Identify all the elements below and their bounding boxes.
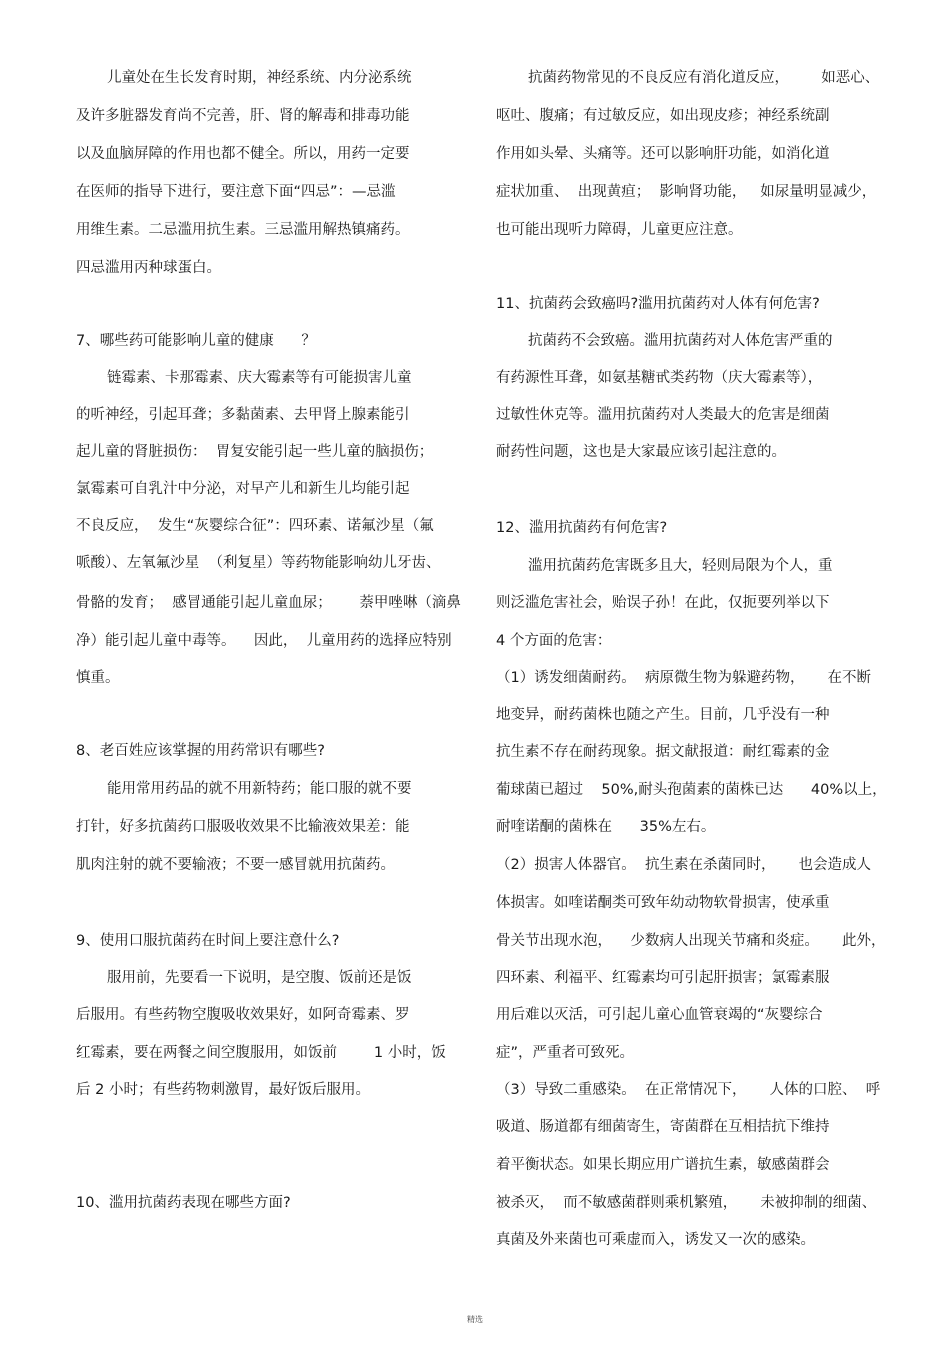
text-line: 及许多脏器发育尚不完善，肝、肾的解毒和排毒功能 bbox=[76, 108, 410, 124]
text-line: 作用如头晕、头痛等。还可以影响肝功能，如消化道 bbox=[496, 146, 830, 162]
text-line: 儿童处在生长发育时期，神经系统、内分泌系统 bbox=[107, 70, 412, 86]
text-line: 葡球菌已超过 50%,耐头孢菌素的菌株已达 40%以上， bbox=[496, 782, 887, 798]
text-line: 地变异，耐药菌株也随之产生。目前，几乎没有一种 bbox=[496, 707, 830, 723]
text-line: 抗菌药物常见的不良反应有消化道反应， 如恶心、 bbox=[528, 70, 880, 86]
text-line: 不良反应， 发生“灰婴综合征”：四环素、诺氟沙星（氟 bbox=[76, 518, 434, 534]
text-line: 后服用。有些药物空腹吸收效果好，如阿奇霉素、罗 bbox=[76, 1007, 410, 1023]
text-line: 肌肉注射的就不要输液；不要一感冒就用抗菌药。 bbox=[76, 857, 395, 873]
text-line: 滥用抗菌药危害既多且大，轻则局限为个人，重 bbox=[528, 558, 833, 574]
text-line: 起儿童的肾脏损伤： 胃复安能引起一些儿童的脑损伤； bbox=[76, 444, 434, 460]
text-line: 以及血脑屏障的作用也都不健全。所以，用药一定要 bbox=[76, 146, 410, 162]
text-line: 骨骼的发育； 感冒通能引起儿童血尿； 萘甲唑啉（滴鼻 bbox=[76, 595, 461, 611]
question-11-title: 11、抗菌药会致癌吗?滥用抗菌药对人体有何危害? bbox=[496, 296, 820, 312]
text-line: 被杀灭， 而不敏感菌群则乘机繁殖， 未被抑制的细菌、 bbox=[496, 1195, 877, 1211]
text-line: 能用常用药品的就不用新特药；能口服的就不要 bbox=[107, 781, 412, 797]
text-line: 则泛滥危害社会，贻误子孙！在此，仅扼要列举以下 bbox=[496, 595, 830, 611]
text-line: 4 个方面的危害： bbox=[496, 633, 612, 649]
text-line: 哌酸）、左氧氟沙星 （利复星）等药物能影响幼儿牙齿、 bbox=[76, 555, 441, 571]
list-item: （1）诱发细菌耐药。 病原微生物为躲避药物， 在不断 bbox=[496, 670, 871, 686]
question-9-title: 9、使用口服抗菌药在时间上要注意什么? bbox=[76, 933, 340, 949]
text-line: 呕吐、腹痛；有过敏反应，如出现皮疹；神经系统副 bbox=[496, 108, 830, 124]
text-line: 的听神经，引起耳聋；多黏菌素、去甲肾上腺素能引 bbox=[76, 407, 410, 423]
text-line: 抗菌药不会致癌。滥用抗菌药对人体危害严重的 bbox=[528, 333, 833, 349]
text-line: 真菌及外来菌也可乘虚而入，诱发又一次的感染。 bbox=[496, 1232, 815, 1248]
text-line: 四忌滥用丙种球蛋白。 bbox=[76, 260, 221, 276]
text-line: 用维生素。二忌滥用抗生素。三忌滥用解热镇痛药。 bbox=[76, 222, 410, 238]
text-line: 氯霉素可自乳汁中分泌，对早产儿和新生儿均能引起 bbox=[76, 481, 410, 497]
text-line: 在医师的指导下进行，要注意下面“四忌”：—忌滥 bbox=[76, 184, 396, 200]
question-12-title: 12、滥用抗菌药有何危害? bbox=[496, 520, 668, 536]
text-line: 也可能出现听力障碍，儿童更应注意。 bbox=[496, 222, 743, 238]
question-10-title: 10、滥用抗菌药表现在哪些方面? bbox=[76, 1195, 291, 1211]
text-line: 服用前，先要看一下说明，是空腹、饭前还是饭 bbox=[107, 970, 412, 986]
text-line: 慎重。 bbox=[76, 670, 120, 686]
text-line: 体损害。如喹诺酮类可致年幼动物软骨损害，使承重 bbox=[496, 895, 830, 911]
question-7-title: 7、哪些药可能影响儿童的健康 ？ bbox=[76, 333, 316, 349]
text-line: 抗生素不存在耐药现象。据文献报道：耐红霉素的金 bbox=[496, 744, 830, 760]
text-line: 净）能引起儿童中毒等。 因此， 儿童用药的选择应特别 bbox=[76, 633, 452, 649]
text-line: 症状加重、 出现黄疸； 影响肾功能， 如尿量明显减少， bbox=[496, 184, 877, 200]
text-line: 着平衡状态。如果长期应用广谱抗生素，敏感菌群会 bbox=[496, 1157, 830, 1173]
text-line: 吸道、肠道都有细菌寄生，寄菌群在互相拮抗下维持 bbox=[496, 1119, 830, 1135]
page-footer: 精选 bbox=[467, 1315, 483, 1324]
text-line: 红霉素，要在两餐之间空腹服用，如饭前 1 小时，饭 bbox=[76, 1045, 446, 1061]
text-line: 后 2 小时；有些药物刺激胃，最好饭后服用。 bbox=[76, 1082, 370, 1098]
text-line: 耐喹诺酮的菌株在 35%左右。 bbox=[496, 819, 716, 835]
list-item: （3）导致二重感染。 在正常情况下， 人体的口腔、 呼 bbox=[496, 1082, 881, 1098]
text-line: 打针，好多抗菌药口服吸收效果不比输液效果差：能 bbox=[76, 819, 410, 835]
text-line: 症”，严重者可致死。 bbox=[496, 1045, 635, 1061]
question-8-title: 8、老百姓应该掌握的用药常识有哪些? bbox=[76, 743, 325, 759]
text-line: 过敏性休克等。滥用抗菌药对人类最大的危害是细菌 bbox=[496, 407, 830, 423]
text-line: 四环素、利福平、红霉素均可引起肝损害；氯霉素服 bbox=[496, 970, 830, 986]
text-line: 链霉素、卡那霉素、庆大霉素等有可能损害儿童 bbox=[107, 370, 412, 386]
list-item: （2）损害人体器官。 抗生素在杀菌同时， 也会造成人 bbox=[496, 857, 871, 873]
text-line: 用后难以灭活，可引起儿童心血管衰竭的“灰婴综合 bbox=[496, 1007, 823, 1023]
text-line: 耐药性问题，这也是大家最应该引起注意的。 bbox=[496, 444, 786, 460]
text-line: 骨关节出现水泡， 少数病人出现关节痛和炎症。 此外， bbox=[496, 933, 886, 949]
text-line: 有药源性耳聋，如氨基糖甙类药物（庆大霉素等）， bbox=[496, 370, 823, 386]
